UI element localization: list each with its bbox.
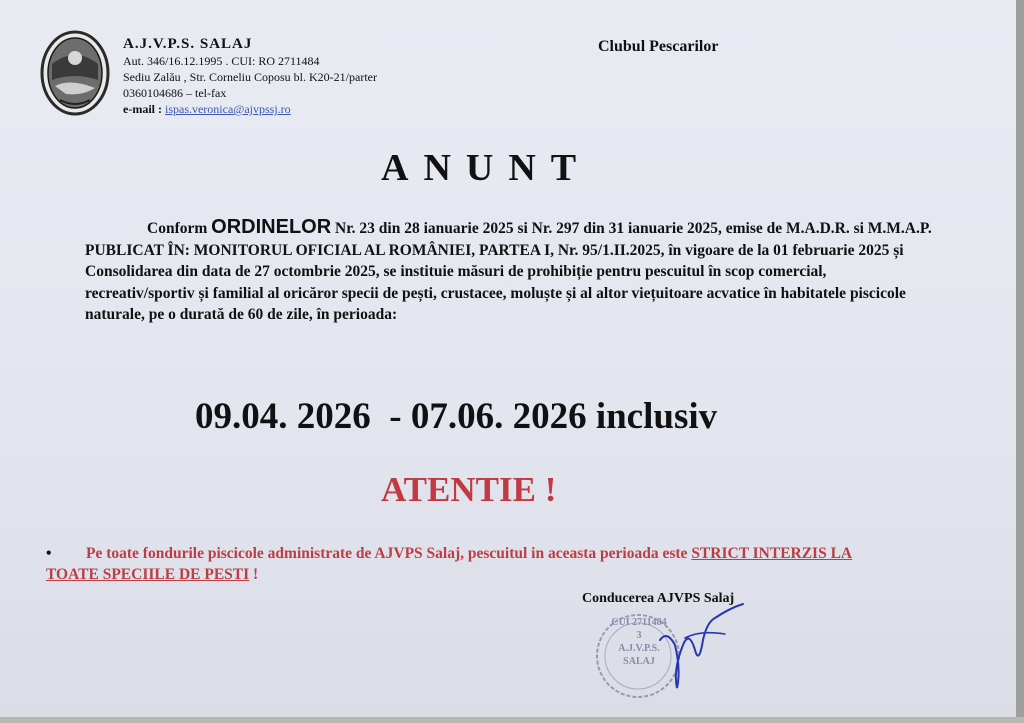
notice-end: ! bbox=[249, 566, 259, 583]
email-label: e-mail : bbox=[123, 102, 162, 116]
attention-heading: ATENTIE ! bbox=[381, 470, 557, 509]
bullet-icon: • bbox=[46, 545, 52, 562]
stamp-line4: SALAJ bbox=[623, 656, 655, 667]
org-phone: 0360104686 – tel-fax bbox=[123, 86, 227, 100]
signature-caption: Conducerea AJVPS Salaj bbox=[582, 591, 735, 606]
notice-body bbox=[85, 217, 935, 326]
notice-strict: STRICT INTERZIS LA TOATE SPECIILE DE PESTI bbox=[46, 545, 853, 583]
notice-bullet-item bbox=[46, 543, 896, 585]
sheet-edge-right bbox=[1016, 0, 1024, 723]
stamp-line1: CUI 2711484 bbox=[611, 617, 667, 628]
sheet-edge-bottom bbox=[0, 717, 1024, 723]
club-name: Clubul Pescarilor bbox=[598, 38, 719, 55]
handwritten-signature-icon bbox=[655, 600, 750, 695]
stamp-line2: 3 bbox=[636, 630, 642, 641]
association-emblem-icon bbox=[40, 30, 110, 116]
stamp-line3: A.J.V.P.S. bbox=[618, 643, 660, 654]
org-name: A.J.V.P.S. SALAJ bbox=[123, 36, 253, 52]
org-header bbox=[123, 36, 377, 117]
body-ordinelor: ORDINELOR bbox=[211, 216, 332, 238]
body-rest: Nr. 23 din 28 ianuarie 2025 si Nr. 297 din 31 ianuarie 2025, emise de M.A.D.R. si M.M.A.P. PUBLICAT ÎN: MONITORUL OFICIAL AL ROMÂNIEI, PARTEA I, Nr. 95/1.II.2025, în vigoare de la 01 februarie 2025 și Consolidarea din data de 27 octombrie 2025, se instituie măsuri de prohibiție pentru pescuitul în scop comercial, recreativ/sportiv și familial al oricăror specii de pești, crustacee, moluște și al altor viețuitoare acvatice în habitatele piscicole naturale, pe o durată de 60 de zile, în perioada: bbox=[85, 220, 932, 324]
org-authorization: Aut. 346/16.12.1995 . CUI: RO 2711484 bbox=[123, 54, 320, 68]
notice-text: Pe toate fondurile piscicole administrate de AJVPS Salaj, pescuitul in aceasta perioada este bbox=[86, 545, 692, 562]
org-address: Sediu Zalău , Str. Corneliu Coposu bl. K20-21/parter bbox=[123, 70, 377, 84]
page-title: ANUNT bbox=[381, 147, 592, 189]
org-email-row bbox=[123, 101, 377, 117]
prohibition-period: 09.04. 2026 - 07.06. 2026 inclusiv bbox=[195, 396, 718, 437]
email-link[interactable]: ispas.veronica@ajvpssj.ro bbox=[164, 102, 291, 116]
body-conform: Conform bbox=[147, 220, 208, 237]
